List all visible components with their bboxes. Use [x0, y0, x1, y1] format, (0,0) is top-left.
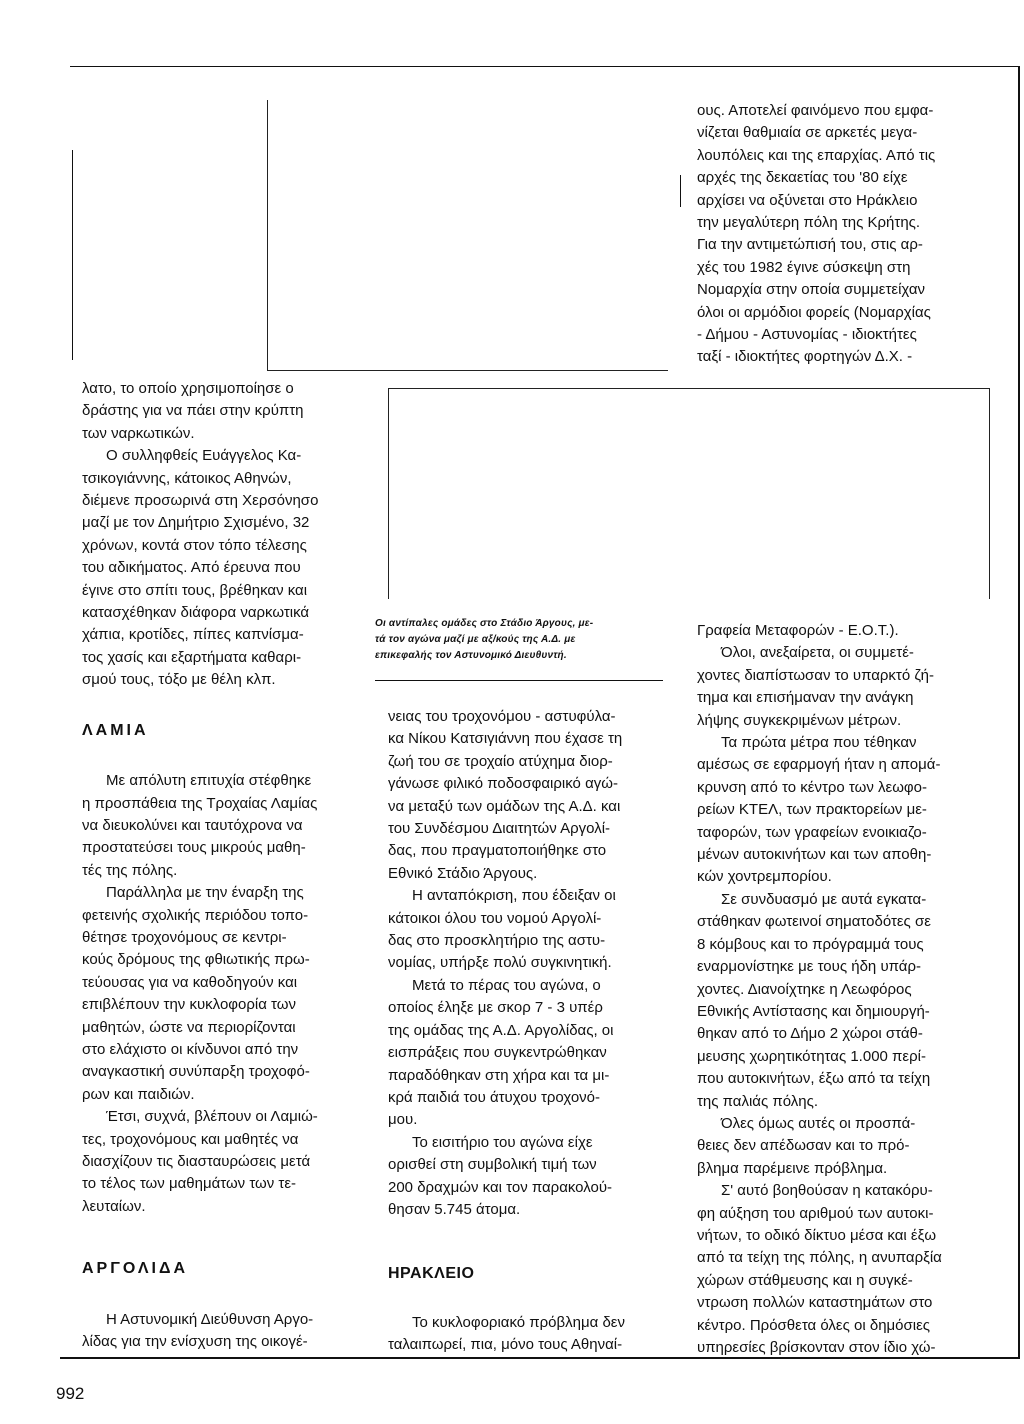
text-line: Για την αντιμετώπισή του, στις αρ-: [697, 236, 923, 254]
text-line: Μετά το πέρας του αγώνα, ο: [412, 976, 601, 994]
text-line: κών χοντρεμπορίου.: [697, 868, 832, 886]
text-line: φη αύξηση του αριθμού των αυτοκι-: [697, 1204, 934, 1222]
text-line: νειας του τροχονόμου - αστυφύλα-: [388, 708, 616, 725]
text-line: οποίος έληξε με σκορ 7 - 3 υπέρ: [388, 999, 603, 1017]
text-line: Η Αστυνομική Διεύθυνση Αργο-: [106, 1310, 314, 1328]
section-heading-argolida: ΑΡΓΟΛΙΔΑ: [82, 1260, 189, 1278]
text-line: μαθητών, ώστε να περιορίζονται: [82, 1018, 296, 1036]
text-line: εναρμονίστηκε με τους ήδη υπάρ-: [697, 958, 921, 976]
photo-caption: [375, 616, 685, 664]
text-line: της παλιάς πόλης.: [697, 1092, 819, 1110]
text-line: τεύουσας για να καθοδηγούν και: [82, 973, 298, 991]
text-line: να μεταξύ των ομάδων της Α.Δ. και: [388, 797, 621, 815]
text-line: χοντες διαπίστωσαν το υπαρκτό ζή-: [697, 666, 935, 684]
text-line: χές του 1982 έγινε σύσκεψη στη: [697, 258, 911, 276]
text-line: κάτοικοι όλου του νομού Αργολί-: [388, 909, 602, 927]
text-line: φετεινής σχολικής περιόδου τοπο-: [82, 906, 309, 924]
text-line: μαζί με τον Δημήτριο Σχισμένο, 32: [82, 514, 310, 532]
text-line: κατασχέθηκαν διάφορα ναρκωτικά: [82, 604, 310, 622]
text-line: Σε συνδυασμό με αυτά εγκατα-: [721, 890, 927, 908]
left-border-rule: [72, 150, 73, 360]
text-line: Παράλληλα με την έναρξη της: [106, 884, 304, 902]
text-line: κα Νίκου Κατσιγιάννη που έχασε τη: [388, 730, 623, 748]
text-line: διασχίζουν τις διασταυρώσεις μετά: [82, 1153, 311, 1170]
text-line: Η ανταπόκριση, που έδειξαν οι: [412, 887, 616, 905]
text-line: τές της πόλης.: [82, 861, 178, 879]
text-line: γάνωσε φιλικό ποδοσφαιρικό αγώ-: [388, 775, 618, 793]
text-line: αναγκαστική συνύπαρξη τροχοφό-: [82, 1063, 310, 1081]
text-line: ζωή του σε τροχαίο ατύχημα διορ-: [388, 752, 613, 770]
text-line: λήψης συγκεκριμένων μέτρων.: [697, 711, 902, 729]
text-line: υπηρεσίες βρίσκονταν στον ίδιο χώ-: [697, 1339, 936, 1356]
text-line: ρων και παιδιών.: [82, 1085, 195, 1103]
text-line: νομίας, υπήρξε πολύ συγκινητική.: [388, 954, 612, 972]
section-heading-lamia: ΛΑΜΙΑ: [82, 721, 149, 739]
text-line: λίδας για την ενίσχυση της οικογέ-: [82, 1333, 308, 1351]
text-line: Γραφεία Μεταφορών - Ε.Ο.Τ.).: [697, 622, 899, 639]
text-line: Εθνικής Αντίστασης και δημιουργή-: [697, 1002, 930, 1020]
text-line: νήτων, το οδικό δίκτυο μέσα και έξω: [697, 1226, 937, 1244]
text-line: προστατεύσει τους μικρούς μαθη-: [82, 839, 306, 857]
top-photo-frame: [267, 100, 668, 371]
text-line: τσικογιάννης, κάτοικος Αθηνών,: [82, 469, 292, 487]
text-line: του αδικήματος. Από έρευνα που: [82, 559, 301, 577]
text-line: δας στο προσκλητήριο της αστυ-: [388, 932, 606, 950]
text-line: έγινε στο σπίτι τους, βρέθηκαν και: [82, 581, 308, 599]
text-line: δας, που πραγματοποιήθηκε στο: [388, 842, 607, 860]
caption-line: τά τον αγώνα μαζί με αξ/κούς της Α.Δ. με: [375, 634, 576, 645]
text-line: 8 κόμβους και το πρόγραμμά τους: [697, 935, 924, 953]
text-line: σμού τους, τόξο με θέλη κλπ.: [82, 671, 276, 689]
text-line: εισπράξεις που συγκεντρώθηκαν: [388, 1044, 607, 1062]
text-line: θηκαν από το Δήμο 2 χώροι στάθ-: [697, 1025, 923, 1043]
text-line: λουπόλεις και της επαρχίας. Από τις: [697, 146, 936, 164]
text-line: τος χασίς και εξαρτήματα καθαρι-: [82, 648, 302, 666]
text-line: αρχίσει να οξύνεται στο Ηράκλειο: [697, 191, 918, 209]
text-line: επιβλέπουν την κυκλοφορία των: [82, 996, 296, 1014]
page-number: 992: [56, 1384, 85, 1403]
text-line: της ομάδας της Α.Δ. Αργολίδας, οι: [388, 1021, 614, 1039]
caption-rule: [375, 680, 663, 681]
section-heading-heraklion: ΗΡΑΚΛΕΙΟ: [388, 1265, 475, 1283]
middle-column: [388, 706, 675, 1357]
text-line: λατο, το οποίο χρησιμοποίησε ο: [82, 380, 294, 397]
text-line: Με απόλυτη επιτυχία στέφθηκε: [106, 772, 312, 790]
text-line: Όλοι, ανεξαίρετα, οι συμμετέ-: [721, 644, 914, 662]
caption-line: επικεφαλής τον Αστυνομικό Διευθυντή.: [375, 650, 567, 661]
text-line: ταξί - ιδιοκτήτες φορτηγών Δ.Χ. -: [697, 348, 913, 366]
text-line: χρόνων, κοντά στον τόπο τέλεσης: [82, 536, 307, 554]
text-line: Έτσι, συχνά, βλέπουν οι Λαμιώ-: [106, 1108, 318, 1126]
text-line: Το εισιτήριο του αγώνα είχε: [412, 1133, 593, 1151]
text-line: ταφορών, των γραφείων ενοικιαζο-: [697, 823, 927, 841]
text-line: - Δήμου - Αστυνομίας - ιδιοκτήτες: [697, 326, 917, 344]
right-frame-tick: [680, 175, 681, 207]
text-line: Εθνικό Στάδιο Άργους.: [388, 864, 538, 882]
text-line: Σ' αυτό βοηθούσαν η κατακόρυ-: [721, 1182, 933, 1200]
top-right-column: [697, 100, 1009, 369]
text-line: ταλαιπωρεί, πια, μόνο τους Αθηναί-: [388, 1336, 623, 1354]
text-line: το τέλος των μαθημάτων των τε-: [82, 1175, 297, 1193]
text-line: ους. Αποτελεί φαινόμενο που εμφα-: [697, 102, 934, 119]
text-line: παραδόθηκαν στη χήρα και τα μι-: [388, 1066, 610, 1084]
text-line: κέντρο. Πρόσθετα όλες οι δημόσιες: [697, 1316, 931, 1334]
text-line: θησαν 5.745 άτομα.: [388, 1200, 521, 1218]
text-line: τημα και επισήμαναν την ανάγκη: [697, 689, 914, 707]
text-line: όλοι οι αρμόδιοι φορείς (Νομαρχίας: [697, 303, 931, 321]
text-line: από τα τείχη της πόλης, η ανυπαρξία: [697, 1249, 942, 1267]
text-line: Τα πρώτα μέτρα που τέθηκαν: [721, 734, 917, 752]
text-line: νίζεται θαθμιαία σε αρκετές μεγα-: [697, 124, 918, 142]
text-line: του Συνδέσμου Διαιτητών Αργολί-: [388, 820, 611, 838]
text-line: στάθηκαν φωτεινοί σηματοδότες σε: [697, 913, 931, 931]
text-line: να διευκολύνει και ταυτόχρονα να: [82, 816, 303, 834]
top-rule: [70, 66, 1020, 67]
text-line: την μεγαλύτερη πόλη της Κρήτης.: [697, 214, 921, 232]
text-line: η προσπάθεια της Τροχαίας Λαμίας: [82, 794, 318, 812]
text-line: ρείων ΚΤΕΛ, των πρακτορείων με-: [697, 801, 927, 819]
text-line: Ο συλληφθείς Ευάγγελος Κα-: [106, 447, 302, 465]
text-line: των ναρκωτικών.: [82, 424, 195, 442]
text-line: χώρων στάθμευσης και η συγκέ-: [697, 1271, 913, 1289]
text-line: στο ελάχιστο οι κίνδυνοι από την: [82, 1040, 299, 1058]
text-line: ντρωση πολλών καταστημάτων στο: [697, 1294, 933, 1312]
text-line: Όλες όμως αυτές οι προσπά-: [721, 1114, 916, 1132]
caption-line: Οι αντίπαλες ομάδες στο Στάδιο Άργους, με-: [375, 618, 594, 629]
text-line: αρχές της δεκαετίας του '80 είχε: [697, 169, 908, 187]
text-line: δράστης για να πάει στην κρύπτη: [82, 402, 304, 420]
text-line: διέμενε προσωρινά στη Χερσόνησο: [82, 492, 319, 510]
text-line: χοντες. Διανοίχτηκε η Λεωφόρος: [697, 980, 912, 998]
text-line: Το κυκλοφοριακό πρόβλημα δεν: [412, 1313, 625, 1331]
text-line: μευσης χωρητικότητας 1.000 περί-: [697, 1047, 926, 1065]
text-line: μου.: [388, 1111, 418, 1129]
left-column: [82, 378, 374, 1353]
middle-photo-frame: [388, 388, 990, 599]
text-line: κρά παιδιά του άτυχου τροχονό-: [388, 1088, 600, 1106]
text-line: χάπια, κροτίδες, πίπες καπνίσμα-: [82, 626, 304, 644]
text-line: αμέσως σε εφαρμογή ήταν η απομά-: [697, 756, 941, 774]
text-line: κρυνση από το κέντρο των λεωφο-: [697, 778, 927, 796]
text-line: μένων αυτοκινήτων και των αποθη-: [697, 846, 932, 864]
text-line: 200 δραχμών και τον παρακολού-: [388, 1178, 613, 1196]
right-border-rule: [1018, 66, 1020, 1358]
text-line: θειες δεν απέδωσαν και το πρό-: [697, 1137, 910, 1155]
text-line: βλημα παρέμεινε πρόβλημα.: [697, 1159, 888, 1177]
text-line: θέτησε τροχονόμους σε κεντρι-: [82, 928, 287, 946]
text-line: λευταίων.: [82, 1197, 146, 1215]
text-line: Νομαρχία στην οποία συμμετείχαν: [697, 281, 926, 299]
text-line: που αυτοκινήτων, έξω από τα τείχη: [697, 1070, 931, 1088]
text-line: κούς δρόμους της φθιωτικής πρω-: [82, 951, 310, 969]
text-line: ορισθεί στη συμβολική τιμή των: [388, 1156, 597, 1174]
text-line: τες, τροχονόμους και μαθητές να: [82, 1130, 299, 1148]
right-column: [697, 620, 1010, 1359]
